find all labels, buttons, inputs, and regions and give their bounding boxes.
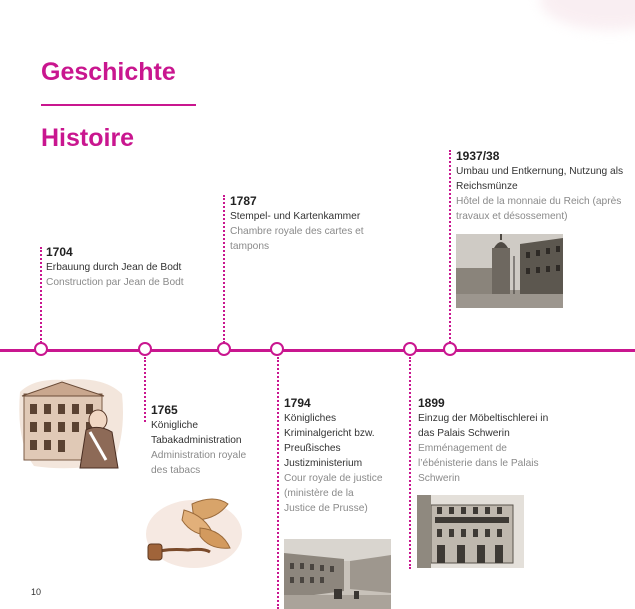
event-text-de: Einzug der Möbeltischlerei in das Palais Schwerin — [418, 413, 549, 439]
historic-street-photo-1794 — [284, 539, 391, 609]
timeline-node-1899 — [403, 342, 417, 356]
event-year: 1937/38 — [456, 149, 500, 163]
timeline-node-1787 — [217, 342, 231, 356]
event-text-de: Königliches Kriminalgericht bzw. Preußisches Justizministerium — [284, 413, 375, 469]
timeline-entry-1899 — [418, 395, 563, 486]
timeline-entry-1937 — [456, 148, 626, 224]
event-year: 1794 — [284, 396, 311, 410]
event-text-fr: Construction par Jean de Bodt — [46, 277, 184, 288]
event-text-fr: Chambre royale des cartes et tampons — [230, 226, 364, 252]
timeline-entry-1794 — [284, 395, 384, 516]
event-text-fr: Hôtel de la monnaie du Reich (après travaux et désossement) — [456, 196, 622, 222]
timeline-connector-1765 — [144, 357, 146, 422]
timeline-entry-1704 — [46, 244, 216, 290]
event-text-fr: Cour royale de justice (ministère de la Justice de Prusse) — [284, 473, 383, 514]
timeline-connector-1899 — [409, 357, 411, 569]
title-divider — [41, 104, 196, 106]
event-year: 1704 — [46, 245, 73, 259]
event-text-de: Erbauung durch Jean de Bodt — [46, 262, 182, 273]
timeline-connector-1787 — [223, 195, 225, 343]
event-text-de: Stempel- und Kartenkammer — [230, 211, 361, 222]
event-year: 1765 — [151, 403, 178, 417]
timeline-connector-1704 — [40, 247, 42, 343]
timeline-node-1794 — [270, 342, 284, 356]
palace-illustration — [14, 372, 126, 472]
event-text-de: Königliche Tabakadministration — [151, 420, 242, 446]
decorative-watercolor-blob — [540, 0, 635, 30]
timeline-axis — [0, 349, 635, 352]
page-number: 10 — [31, 587, 42, 597]
timeline-node-1765 — [138, 342, 152, 356]
event-text-de: Umbau und Entkernung, Nutzung als Reichsmünze — [456, 166, 624, 192]
event-year: 1787 — [230, 194, 257, 208]
timeline-connector-1937 — [449, 150, 451, 343]
page-title-french: Histoire — [41, 124, 135, 152]
timeline-node-1937 — [443, 342, 457, 356]
tobacco-pipe-illustration — [144, 490, 244, 572]
reichsmuenze-photo-1937 — [456, 234, 563, 308]
event-text-fr: Emménagement de l’ébénisterie dans le Palais Schwerin — [418, 443, 539, 484]
page-title-german: Geschichte — [41, 58, 176, 86]
palais-schwerin-photo-1899 — [417, 495, 524, 568]
timeline-node-1704 — [34, 342, 48, 356]
timeline-entry-1765 — [151, 402, 263, 478]
event-text-fr: Administration royale des tabacs — [151, 450, 247, 476]
timeline-connector-1794 — [277, 357, 279, 609]
event-year: 1899 — [418, 396, 445, 410]
timeline-entry-1787 — [230, 193, 390, 254]
